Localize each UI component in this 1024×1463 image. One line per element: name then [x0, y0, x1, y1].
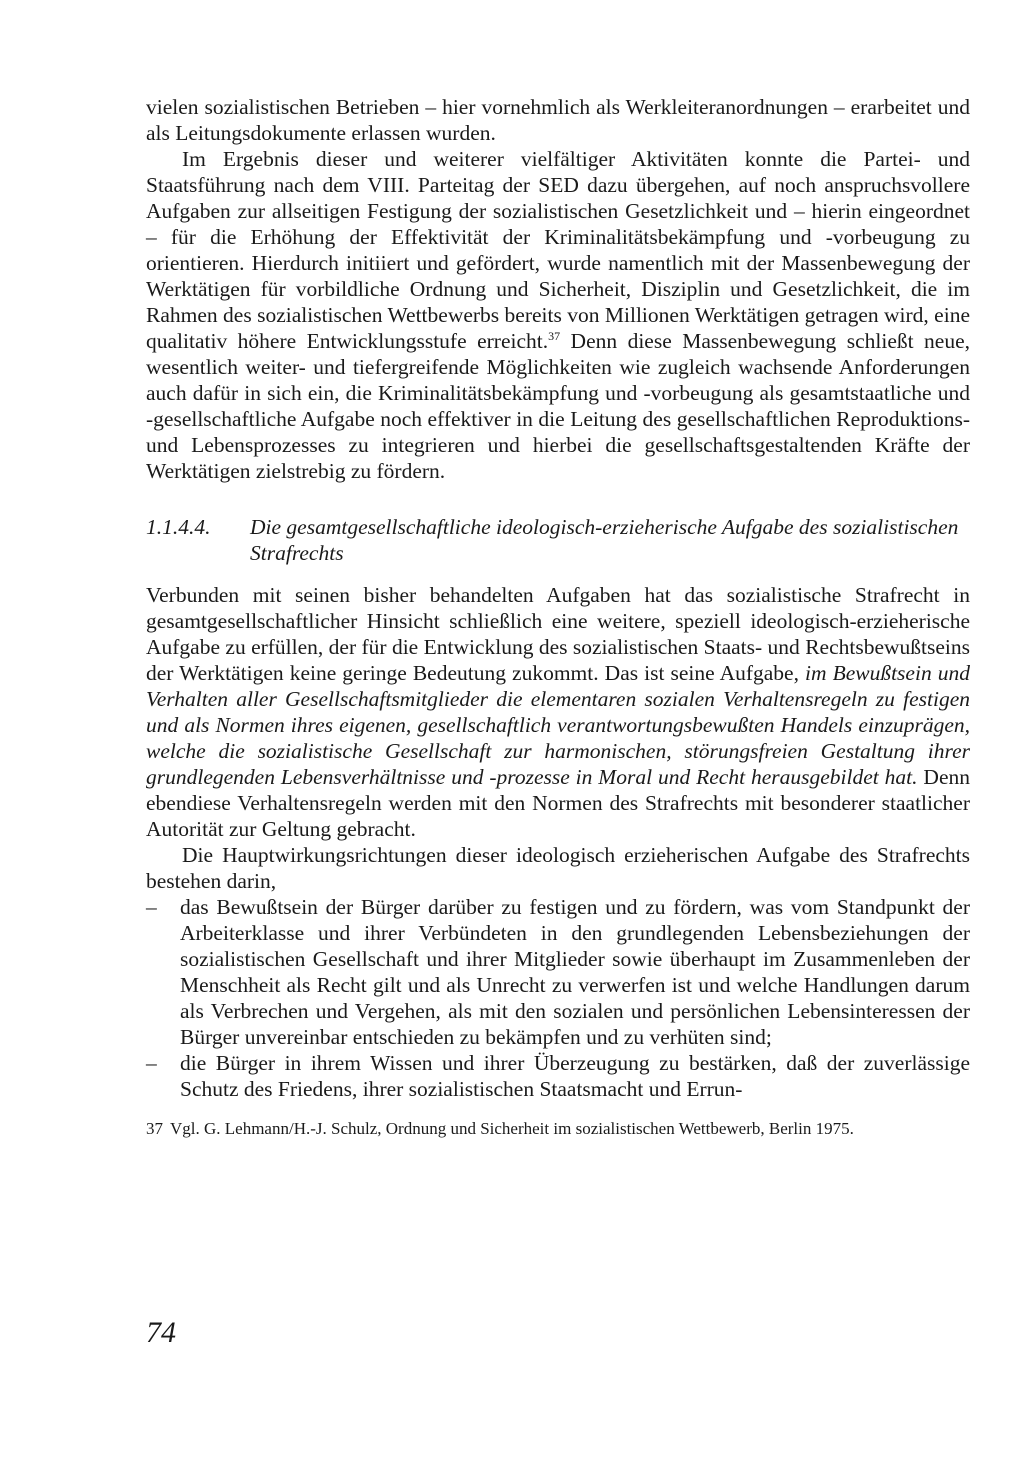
paragraph-text: Verbunden mit seinen bisher behandelten Aufgaben hat das sozialistische Strafrecht in gesamtgesellschaftlicher Hinsicht schließlich eine weitere, speziell ideologisch-erzieherische Aufgabe zu erfüllen, der für die Entwicklung des sozialistischen Staats- und Rechtsbewußtseins der Werktätigen keine geringe Bedeutung zukommt. Das ist seine Aufgabe, — [146, 583, 970, 685]
section-number: 1.1.4.4. — [146, 515, 211, 539]
footnote-number: 37 — [146, 1119, 163, 1138]
paragraph-ideological-task — [146, 582, 970, 842]
list-item-text: die Bürger in ihrem Wissen und ihrer Überzeugung zu bestärken, daß der zuverlässige Schutz des Friedens, ihrer sozialistischen Staatsmacht und Errun- — [180, 1051, 970, 1101]
paragraph-text: Denn diese Massenbewegung schließt neue, wesentlich weiter- und tiefergreifende Möglichkeiten wie zugleich wachsende Anforderungen auch dafür in sich ein, die Kriminalitätsbekämpfung und -vorbeugung als gesamtstaatliche und -gesellschaftliche Aufgabe noch effektiver in die Leitung des gesellschaftlichen Reproduktions- und Lebensprozesses zu integrieren und hierbei die gesellschaftsgestaltenden Kräfte der Werktätigen zielstrebig zu fördern. — [146, 329, 970, 483]
list-item-text: das Bewußtsein der Bürger darüber zu festigen und zu fördern, was vom Standpunkt der Arbeiterklasse und ihrer Verbündeten in den grundlegenden Lebensbeziehungen der sozialistischen Gesellschaft und ihrer Mitglieder sowie überhaupt im Zusammenleben der Menschheit als Recht gilt und als Unrecht zu verwerfen ist und welche Handlungen darum als Verbrechen und Vergehen, als mit den sozialen und persönlichen Lebensinteressen der Bürger unvereinbar entschieden zu bekämpfen und zu verhüten sind; — [180, 895, 970, 1049]
page-number: 74 — [146, 1316, 176, 1349]
paragraph-mass-movement — [146, 146, 970, 484]
paragraph-continuation: vielen sozialistischen Betrieben – hier vornehmlich als Werkleiteranordnungen – erarbeitet und als Leitungsdokumente erlassen wurden. — [146, 95, 970, 145]
list-item — [146, 1050, 970, 1102]
footnote-reference[interactable]: 37 — [548, 328, 561, 343]
paragraph-text: Im Ergebnis dieser und weiterer vielfältiger Aktivitäten konnte die Partei- und Staatsführung nach dem VIII. Parteitag der SED dazu übergehen, auf noch anspruchsvollere Aufgaben zur allseitigen Festigung der sozialistischen Gesetzlichkeit und – hierin eingeordnet – für die Erhöhung der Effektivität der Kriminalitätsbekämpfung und -vorbeugung zu orientieren. Hierdurch initiiert und gefördert, wurde namentlich mit der Massenbewegung der Werktätigen für vorbildliche Ordnung und Sicherheit, Disziplin und Gesetzlichkeit, die im Rahmen des sozialistischen Wettbewerbs bereits von Millionen Werktätigen getragen wird, eine qualitativ höhere Entwicklungsstufe erreicht. — [146, 147, 970, 353]
paragraph-main-directions: Die Hauptwirkungsrichtungen dieser ideologisch erzieherischen Aufgabe des Strafrechts bestehen darin, — [146, 843, 970, 893]
footnote-text: Vgl. G. Lehmann/H.-J. Schulz, Ordnung und Sicherheit im sozialistischen Wettbewerb, Berlin 1975. — [170, 1119, 854, 1138]
dash-list — [146, 894, 970, 1102]
emphasized-text: im Bewußtsein und Verhalten aller Gesellschaftsmitglieder die elementaren sozialen Verhaltensregeln zu festigen und als Normen ihres eigenen, gesellschaftlich verantwortungsbewußten Handels einzuprägen, welche die sozialistische Gesellschaft zur harmonischen, störungsfreien Gestaltung ihrer grundlegenden Lebensverhältnisse und -prozesse in Moral und Recht herausgebildet hat. — [146, 661, 970, 789]
list-dash: – — [146, 895, 157, 919]
list-item — [146, 894, 970, 1050]
page-content — [146, 94, 970, 1139]
paragraph-text: Denn ebendiese Verhaltensregeln werden mit den Normen des Strafrechts mit besonderer staatlicher Autorität zur Geltung gebracht. — [146, 765, 970, 841]
footnote — [146, 1118, 970, 1139]
list-dash: – — [146, 1051, 157, 1075]
section-heading — [146, 514, 970, 566]
section-title: Die gesamtgesellschaftliche ideologisch-erzieherische Aufgabe des sozialistischen Strafrechts — [250, 515, 959, 565]
